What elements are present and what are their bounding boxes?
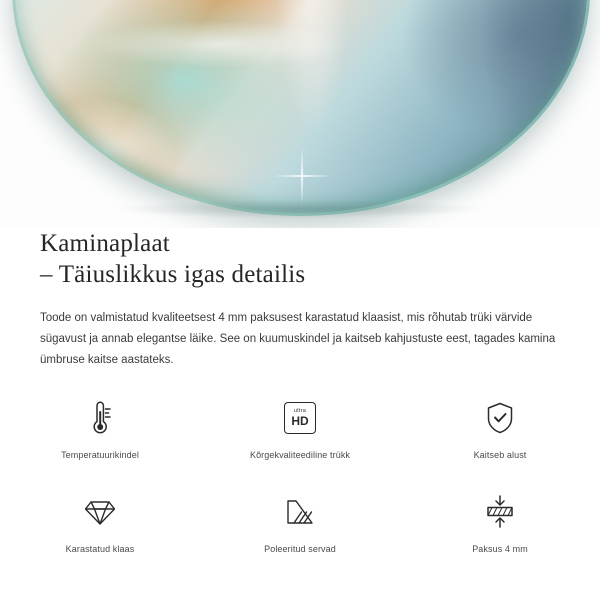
feature-thickness (400, 489, 600, 555)
feature-protects-surface (400, 395, 600, 461)
ultra-hd-badge-icon (274, 395, 326, 441)
content-block (0, 228, 600, 371)
feature-polished-edges (200, 489, 400, 555)
diamond-icon (74, 489, 126, 535)
badge-bottom-text: HD (291, 414, 309, 429)
shield-check-icon (474, 395, 526, 441)
product-description: Toode on valmistatud kvaliteetsest 4 mm paksusest karastatud klaasist, mis rõhutab trüki värvide sügavust ja annab elegantse läike. See on kuumuskindel ja kaitseb kahjustuste eest, tagades kamina ümbruse kaitse aastateks. (40, 312, 556, 366)
feature-tempered-glass (0, 489, 200, 555)
feature-label: Kaitseb alust (473, 450, 527, 460)
badge-top-text: ultra (293, 407, 307, 414)
polished-edges-icon (274, 489, 326, 535)
thickness-arrows-icon (474, 489, 526, 535)
title-line-2: – Täiuslikkus igas detailis (40, 261, 306, 288)
feature-temperature-resistant (0, 395, 200, 461)
page-title (0, 228, 600, 290)
feature-label: Karastatud klaas (65, 544, 135, 554)
title-line-1: Kaminaplaat (40, 230, 170, 257)
feature-label: Paksus 4 mm (472, 544, 528, 554)
feature-grid (0, 395, 600, 555)
feature-high-quality-print (200, 395, 400, 461)
hero-product-image (0, 0, 600, 228)
feature-label: Poleeritud servad (264, 544, 336, 554)
thermometer-icon (74, 395, 126, 441)
feature-label: Temperatuurikindel (61, 450, 139, 460)
plate-drop-shadow (40, 196, 560, 222)
feature-label: Kõrgekvaliteediline trükk (249, 450, 351, 460)
